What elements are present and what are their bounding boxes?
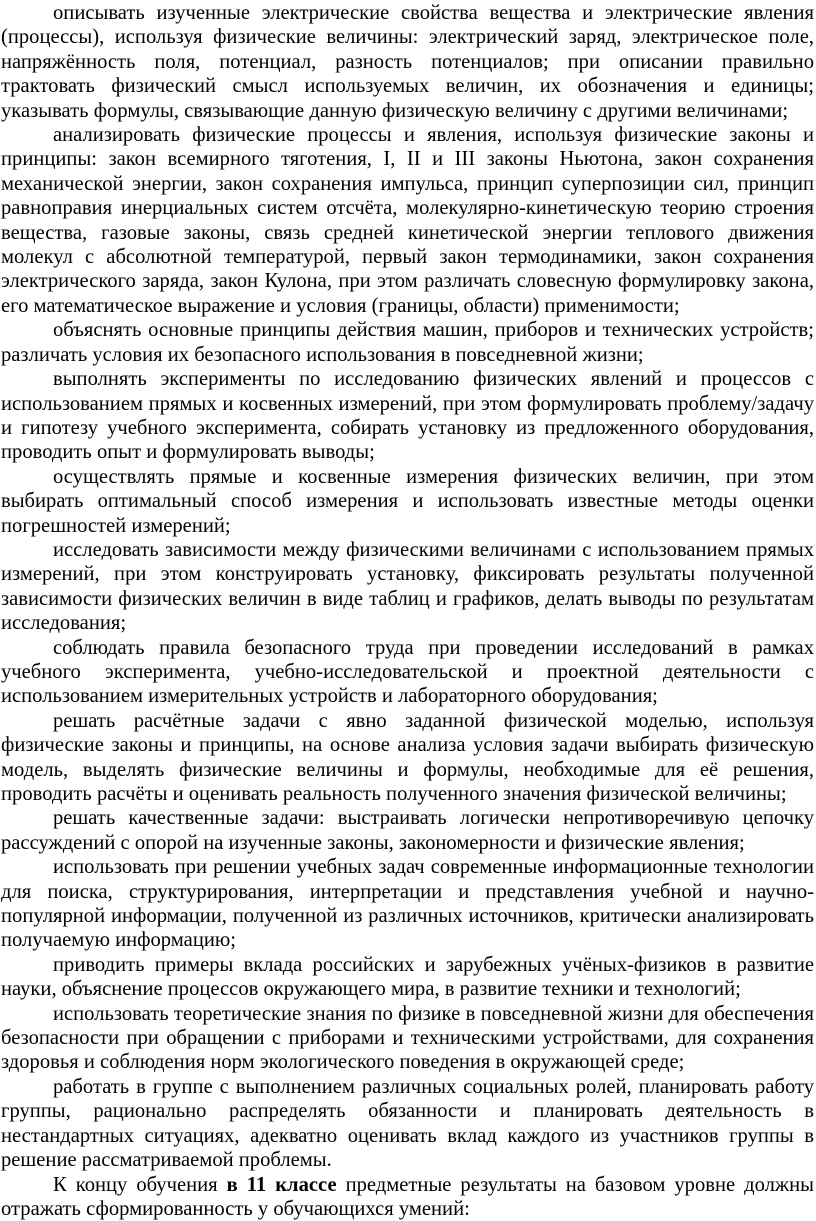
paragraph-5: осуществлять прямые и косвенные измерения физических величин, при этом выбирать оптимальный способ измерения и использовать известные методы оценки погрешностей измерений; bbox=[1, 465, 814, 538]
grade-emphasis: в 11 классе bbox=[227, 1174, 337, 1196]
paragraph-8: решать расчётные задачи с явно заданной физической моделью, используя физические законы и принципы, на основе анализа условия задачи выбирать физическую модель, выделять физические величины и формулы, необходимые для её решения, проводить расчёты и оценивать реальность полученного значения физической величины; bbox=[1, 709, 814, 807]
final-paragraph-start: К концу обучения bbox=[53, 1174, 227, 1196]
paragraph-9: решать качественные задачи: выстраивать логически непротиворечивую цепочку рассуждений с опорой на изученные законы, закономерности и физические явления; bbox=[1, 806, 814, 855]
paragraph-2: анализировать физические процессы и явления, используя физические законы и принципы: закон всемирного тяготения, I, II и III законы Ньютона, закон сохранения механической энергии, закон сохранения импульса, принцип суперпозиции сил, принцип равноправия инерциальных систем отсчёта, молекулярно-кинетическую теорию строения вещества, газовые законы, связь средней кинетической энергии теплового движения молекул с абсолютной температурой, первый закон термодинамики, закон сохранения электрического заряда, закон Кулона, при этом различать словесную формулировку закона, его математическое выражение и условия (границы, области) применимости; bbox=[1, 123, 814, 318]
paragraph-4: выполнять эксперименты по исследованию физических явлений и процессов с использованием прямых и косвенных измерений, при этом формулировать проблему/задачу и гипотезу учебного эксперимента, собирать установку из предложенного оборудования, проводить опыт и формулировать выводы; bbox=[1, 367, 814, 465]
paragraph-11: приводить примеры вклада российских и зарубежных учёных-физиков в развитие науки, объяснение процессов окружающего мира, в развитие техники и технологий; bbox=[1, 953, 814, 1002]
paragraph-10: использовать при решении учебных задач современные информационные технологии для поиска, структурирования, интерпретации и представления учебной и научно-популярной информации, полученной из различных источников, критически анализировать получаемую информацию; bbox=[1, 855, 814, 953]
paragraph-6: исследовать зависимости между физическими величинами с использованием прямых измерений, при этом конструировать установку, фиксировать результаты полученной зависимости физических величин в виде таблиц и графиков, делать выводы по результатам исследования; bbox=[1, 538, 814, 636]
final-paragraph bbox=[1, 1173, 814, 1221]
paragraph-7: соблюдать правила безопасного труда при проведении исследований в рамках учебного эксперимента, учебно-исследовательской и проектной деятельности с использованием измерительных устройств и лабораторного оборудования; bbox=[1, 636, 814, 709]
paragraph-1: описывать изученные электрические свойства вещества и электрические явления (процессы), используя физические величины: электрический заряд, электрическое поле, напряжённость поля, потенциал, разность потенциалов; при описании правильно трактовать физический смысл используемых величин, их обозначения и единицы; указывать формулы, связывающие данную физическую величину с другими величинами; bbox=[1, 1, 814, 123]
paragraph-12: использовать теоретические знания по физике в повседневной жизни для обеспечения безопасности при обращении с приборами и техническими устройствами, для сохранения здоровья и соблюдения норм экологического поведения в окружающей среде; bbox=[1, 1002, 814, 1075]
paragraph-13: работать в группе с выполнением различных социальных ролей, планировать работу группы, рационально распределять обязанности и планировать деятельность в нестандартных ситуациях, адекватно оценивать вклад каждого из участников группы в решение рассматриваемой проблемы. bbox=[1, 1075, 814, 1173]
paragraph-3: объяснять основные принципы действия машин, приборов и технических устройств; различать условия их безопасного использования в повседневной жизни; bbox=[1, 318, 814, 367]
final-paragraph-end: предметные результаты на базовом уровне должны отражать сформированность у обучающихся умений: bbox=[1, 1174, 814, 1220]
